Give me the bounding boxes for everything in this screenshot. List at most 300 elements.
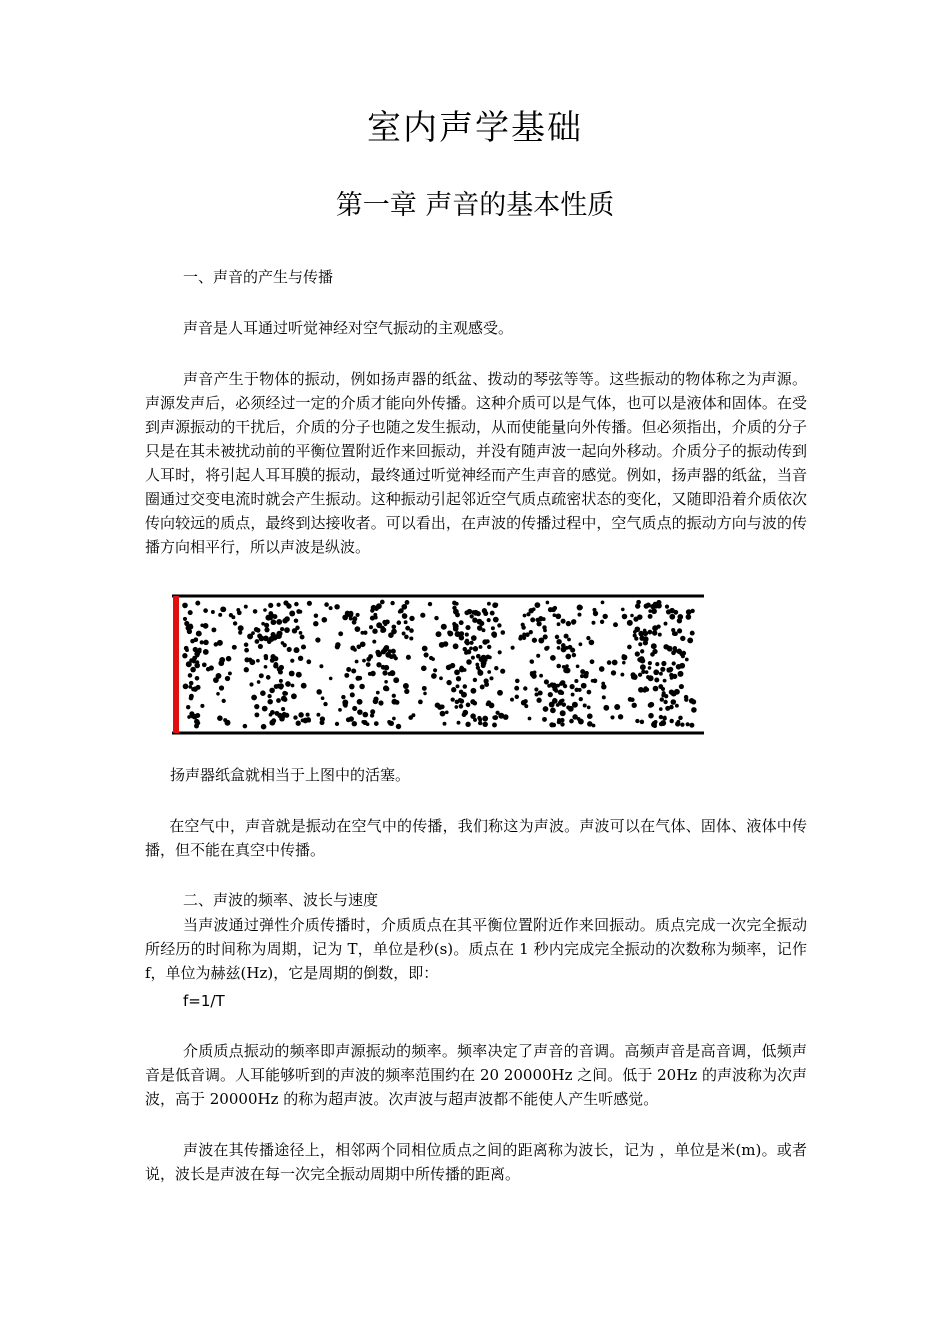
air-particle (281, 712, 286, 717)
air-particle (528, 717, 532, 721)
air-particle (550, 708, 556, 714)
air-particle (661, 661, 666, 666)
air-particle (518, 636, 522, 640)
air-particle (392, 717, 396, 721)
air-particle (587, 690, 592, 695)
air-particle (251, 695, 257, 701)
air-particle (482, 722, 487, 727)
air-particle (277, 667, 282, 672)
air-particle (439, 705, 443, 709)
air-particle (281, 707, 285, 711)
air-particle (267, 699, 272, 704)
air-particle (521, 700, 527, 706)
air-particle (640, 720, 645, 725)
air-particle (663, 700, 667, 704)
air-particle (244, 667, 249, 672)
air-particle (671, 628, 675, 632)
air-particle (630, 614, 634, 618)
air-particle (659, 715, 663, 719)
air-particle (334, 604, 339, 609)
air-particle (360, 631, 364, 635)
air-particle (356, 613, 360, 617)
air-particle (452, 601, 457, 606)
air-particle (514, 686, 519, 691)
air-particle (600, 620, 604, 624)
particle-tube-diagram (170, 592, 706, 737)
air-particle (263, 608, 267, 612)
air-particle (536, 698, 541, 703)
air-particle (635, 652, 639, 656)
air-particle (593, 678, 598, 683)
air-particle (301, 683, 307, 689)
air-particle (482, 628, 486, 632)
air-particle (555, 635, 559, 639)
air-particle (296, 721, 301, 726)
air-particle (560, 722, 564, 726)
air-particle (599, 666, 605, 672)
air-particle (256, 659, 260, 663)
air-particle (255, 639, 260, 644)
air-particle (268, 603, 273, 608)
air-particle (580, 674, 584, 678)
air-particle (406, 655, 411, 660)
air-particle (349, 617, 353, 621)
air-particle (663, 679, 667, 683)
air-particle (270, 710, 275, 715)
air-particle (385, 687, 390, 692)
air-particle (603, 705, 609, 711)
air-particle (569, 719, 574, 724)
air-particle (482, 639, 488, 645)
air-particle (294, 618, 299, 623)
air-particle (376, 691, 380, 695)
air-particle (319, 664, 323, 668)
air-particle (673, 631, 678, 636)
air-particle (492, 602, 498, 608)
air-particle (278, 631, 283, 636)
section2-paragraph-2: 介质质点振动的频率即声源振动的频率。频率决定了声音的音调。高频声音是高音调，低频声音是低音调。人耳能够听到的声波的频率范围约在 20 20000Hz 之间。低于 20Hz 的声波称为次声波，高于 20000Hz 的称为超声波。次声波与超声波都不能使人产生听感觉。 (145, 1042, 807, 1108)
air-particle (676, 720, 680, 724)
air-particle (546, 646, 550, 650)
air-particle (690, 609, 694, 613)
air-particle (459, 704, 464, 709)
air-particle (195, 713, 200, 718)
air-particle (276, 619, 282, 625)
air-particle (338, 708, 342, 712)
air-particle (280, 627, 284, 631)
air-particle (523, 686, 527, 690)
air-particle (366, 662, 371, 667)
air-particle (630, 672, 635, 677)
air-particle (390, 601, 394, 605)
section2-heading: 二、声波的频率、波长与速度 (183, 891, 379, 909)
air-particle (344, 673, 349, 678)
air-particle (453, 626, 459, 632)
air-particle (357, 709, 363, 715)
air-particle (672, 661, 676, 665)
air-particle (578, 688, 582, 692)
air-particle (548, 607, 553, 612)
air-particle (216, 692, 220, 696)
air-particle (431, 673, 437, 679)
air-particle (243, 724, 248, 729)
air-particle (294, 647, 300, 653)
air-particle (680, 636, 685, 641)
air-particle (546, 601, 550, 605)
air-particle (281, 641, 285, 645)
air-particle (665, 604, 669, 608)
air-particle (221, 607, 226, 612)
air-particle (301, 718, 305, 722)
air-particle (500, 669, 505, 674)
air-particle (542, 717, 547, 722)
air-particle (536, 654, 540, 658)
air-particle (532, 607, 536, 611)
air-particle (264, 665, 268, 669)
air-particle (572, 653, 576, 657)
air-particle (487, 670, 491, 674)
air-particle (191, 715, 195, 719)
air-particle (455, 670, 460, 675)
air-particle (473, 678, 477, 682)
air-particle (554, 689, 558, 693)
air-particle (446, 680, 451, 685)
air-particle (285, 681, 291, 687)
air-particle (388, 632, 394, 638)
air-particle (236, 608, 240, 612)
air-particle (459, 620, 464, 625)
air-particle (501, 630, 506, 635)
air-particle (249, 682, 253, 686)
air-particle (456, 684, 460, 688)
air-particle (443, 722, 447, 726)
air-particle (346, 667, 351, 672)
air-particle (254, 704, 259, 709)
air-particle (283, 600, 288, 605)
air-particle (627, 645, 632, 650)
air-particle (422, 686, 427, 691)
air-particle (335, 642, 340, 647)
air-particle (511, 646, 515, 650)
air-particle (543, 706, 549, 712)
air-particle (466, 703, 471, 708)
air-particle (402, 632, 406, 636)
air-particle (648, 614, 653, 619)
air-particle (678, 671, 684, 677)
air-particle (391, 699, 397, 705)
air-particle (306, 659, 311, 664)
section1-paragraph-3 (145, 814, 807, 862)
air-particle (298, 712, 304, 718)
air-particle (543, 629, 547, 633)
air-particle (183, 684, 189, 690)
air-particle (465, 633, 469, 637)
air-particle (362, 712, 368, 718)
air-particle (342, 614, 348, 620)
air-particle (264, 627, 269, 632)
air-particle (587, 713, 593, 719)
air-particle (640, 665, 644, 669)
air-particle (610, 715, 614, 719)
air-particle (225, 720, 231, 726)
air-particle (660, 697, 664, 701)
air-particle (556, 639, 561, 644)
air-particle (420, 613, 425, 618)
air-particle (470, 688, 476, 694)
air-particle (621, 608, 625, 612)
air-particle (440, 711, 446, 717)
air-particle (409, 636, 413, 640)
air-particle (684, 698, 688, 702)
air-particle (284, 616, 290, 622)
air-particle (648, 666, 652, 670)
air-particle (193, 637, 198, 642)
air-particle (306, 713, 310, 717)
air-particle (521, 623, 525, 627)
air-particle (307, 601, 312, 606)
air-particle (298, 656, 303, 661)
air-particle (284, 627, 290, 633)
air-particle (685, 658, 689, 662)
air-particle (482, 608, 487, 613)
air-particle (274, 711, 279, 716)
air-particle (276, 698, 281, 703)
air-particle (655, 662, 659, 666)
air-particle (271, 619, 277, 625)
air-particle (653, 669, 659, 675)
air-particle (454, 705, 458, 709)
air-particle (673, 610, 678, 615)
air-particle (679, 663, 685, 669)
air-particle (375, 650, 380, 655)
air-particle (436, 631, 442, 637)
air-particle (244, 648, 249, 653)
air-particle (226, 656, 232, 662)
air-particle (429, 656, 433, 660)
air-particle (264, 654, 269, 659)
air-particle (405, 600, 410, 605)
air-particle (299, 631, 303, 635)
air-particle (654, 678, 659, 683)
air-particle (271, 632, 276, 637)
air-particle (352, 620, 357, 625)
air-particle (649, 702, 655, 708)
air-particle (188, 610, 193, 615)
air-particle (476, 611, 481, 616)
air-particle (294, 602, 298, 606)
air-particle (418, 700, 423, 705)
air-particle (484, 682, 489, 687)
air-particle (492, 723, 497, 728)
air-particle (404, 635, 409, 640)
air-particle (443, 641, 449, 647)
air-particle (637, 614, 643, 620)
air-particle (622, 654, 626, 658)
air-particle (648, 713, 654, 719)
air-particle (656, 624, 660, 628)
air-particle (460, 666, 464, 670)
air-particle (463, 668, 467, 672)
air-particle (550, 655, 556, 661)
air-particle (301, 644, 306, 649)
air-particle (557, 622, 561, 626)
air-particle (618, 714, 623, 719)
air-particle (211, 610, 215, 614)
air-particle (633, 633, 637, 637)
air-particle (270, 654, 275, 659)
air-particle (269, 688, 275, 694)
air-particle (392, 694, 396, 698)
air-particle (607, 660, 612, 665)
air-particle (366, 657, 371, 662)
air-particle (229, 613, 233, 617)
air-particle (552, 698, 558, 704)
air-particle (659, 672, 663, 676)
air-particle (200, 704, 204, 708)
section1-paragraph-2: 声音产生于物体的振动，例如扬声器的纸盆、拨动的琴弦等等。这些振动的物体称之为声源。声源发声后，必须经过一定的介质才能向外传播。这种介质可以是气体，也可以是液体和固体。在受到声源振动的干扰后，介质的分子也随之发生振动，从而使能量向外传播。但必须指出，介质的分子只是在其未被扰动前的平衡位置附近作来回振动，并没有随声波一起向外移动。介质分子的振动传到人耳时，将引起人耳耳膜的振动，最终通过听觉神经而产生声音的感觉。例如，扬声器的纸盆，当音圈通过交变电流时就会产生振动。这种振动引起邻近空气质点疏密状态的变化，又随即沿着介质依次传向较远的质点，最终到达接收者。可以看出，在声波的传播过程中，空气质点的振动方向与波的传播方向相平行，所以声波是纵波。 (145, 370, 807, 556)
air-particle (203, 623, 209, 629)
air-particle (678, 716, 683, 721)
air-particle (568, 706, 574, 712)
air-particle (445, 710, 449, 714)
air-particle (525, 632, 530, 637)
air-particle (183, 617, 187, 621)
air-particle (376, 662, 381, 667)
air-particle (315, 637, 320, 642)
air-particle (217, 715, 223, 721)
air-particle (203, 649, 209, 655)
air-particle (551, 683, 557, 689)
air-particle (372, 628, 377, 633)
air-particle (360, 641, 366, 647)
air-particle (459, 699, 464, 704)
air-particle (669, 673, 674, 678)
air-particle (352, 721, 357, 726)
air-particle (465, 625, 470, 630)
air-particle (565, 668, 571, 674)
air-particle (329, 677, 333, 681)
air-particle (355, 676, 360, 681)
air-particle (579, 606, 583, 610)
air-particle (470, 641, 474, 645)
air-particle (633, 630, 637, 634)
section2-paragraph-3: 声波在其传播途径上，相邻两个同相位质点之间的距离称为波长，记为 ，单位是米(m)。或者说，波长是声波在每一次完全振动周期中所传播的距离。 (145, 1141, 807, 1183)
air-particle (422, 646, 428, 652)
air-particle (465, 722, 470, 727)
air-particle (571, 693, 575, 697)
air-particle (276, 603, 280, 607)
air-particle (271, 718, 276, 723)
air-particle (689, 723, 694, 728)
air-particle (686, 722, 690, 726)
air-particle (352, 706, 357, 711)
air-particle (313, 621, 318, 626)
air-particle (409, 628, 414, 633)
air-particle (441, 624, 447, 630)
air-particle (391, 625, 396, 630)
air-particle (368, 672, 372, 676)
section1-paragraph-3-text: 在空气中，声音就是振动在空气中的传播，我们称这为声波。声波可以在气体、固体、液体中传播，但不能在真空中传播。 (145, 817, 807, 859)
air-particle (664, 622, 668, 626)
air-particle (451, 687, 456, 692)
air-particle (457, 721, 461, 725)
air-particle (279, 685, 283, 689)
air-particle (663, 716, 667, 720)
air-particle (638, 642, 642, 646)
air-particle (253, 609, 258, 614)
air-particle (323, 702, 327, 706)
air-particle (478, 721, 482, 725)
air-particle (660, 667, 665, 672)
air-particle (592, 621, 596, 625)
air-particle (492, 633, 497, 638)
air-particle (322, 617, 328, 623)
air-particle (182, 603, 188, 609)
air-particle (586, 636, 590, 640)
air-particle (648, 675, 654, 681)
air-particle (689, 698, 695, 704)
air-particle (370, 709, 375, 714)
air-particle (218, 613, 222, 617)
air-particle (254, 712, 259, 717)
air-particle (396, 724, 401, 729)
air-particle (548, 692, 553, 697)
air-particle (184, 621, 189, 626)
air-particle (566, 621, 571, 626)
air-particle (532, 638, 537, 643)
air-particle (487, 645, 491, 649)
air-particle (374, 721, 379, 726)
section1-paragraph-1: 声音是人耳通过听觉神经对空气振动的主观感受。 (183, 319, 514, 337)
air-particle (266, 675, 271, 680)
section1-heading: 一、声音的产生与传播 (183, 268, 334, 286)
air-particle (656, 600, 661, 605)
air-particle (572, 714, 578, 720)
air-particle (267, 694, 271, 698)
air-particle (293, 715, 297, 719)
air-particle (433, 668, 437, 672)
air-particle (316, 689, 322, 695)
air-particle (620, 673, 624, 677)
air-particle (249, 659, 255, 665)
air-particle (448, 664, 453, 669)
air-particle (589, 640, 595, 646)
air-particle (470, 713, 476, 719)
air-particle (530, 660, 534, 664)
air-particle (487, 618, 491, 622)
air-particle (320, 720, 325, 725)
air-particle (260, 690, 266, 696)
air-particle (233, 621, 237, 625)
air-particle (283, 697, 288, 702)
air-particle (203, 640, 209, 646)
air-particle (475, 663, 479, 667)
air-particle (376, 622, 382, 628)
air-particle (565, 654, 571, 660)
air-particle (491, 626, 495, 630)
air-particle (557, 646, 561, 650)
air-particle (493, 715, 498, 720)
air-particle (188, 673, 193, 678)
air-particle (570, 648, 575, 653)
air-particle (487, 602, 491, 606)
air-particle (661, 693, 665, 697)
air-particle (296, 672, 302, 678)
air-particle (378, 700, 383, 705)
air-particle (257, 680, 261, 684)
air-particle (290, 659, 294, 663)
air-particle (579, 642, 583, 646)
